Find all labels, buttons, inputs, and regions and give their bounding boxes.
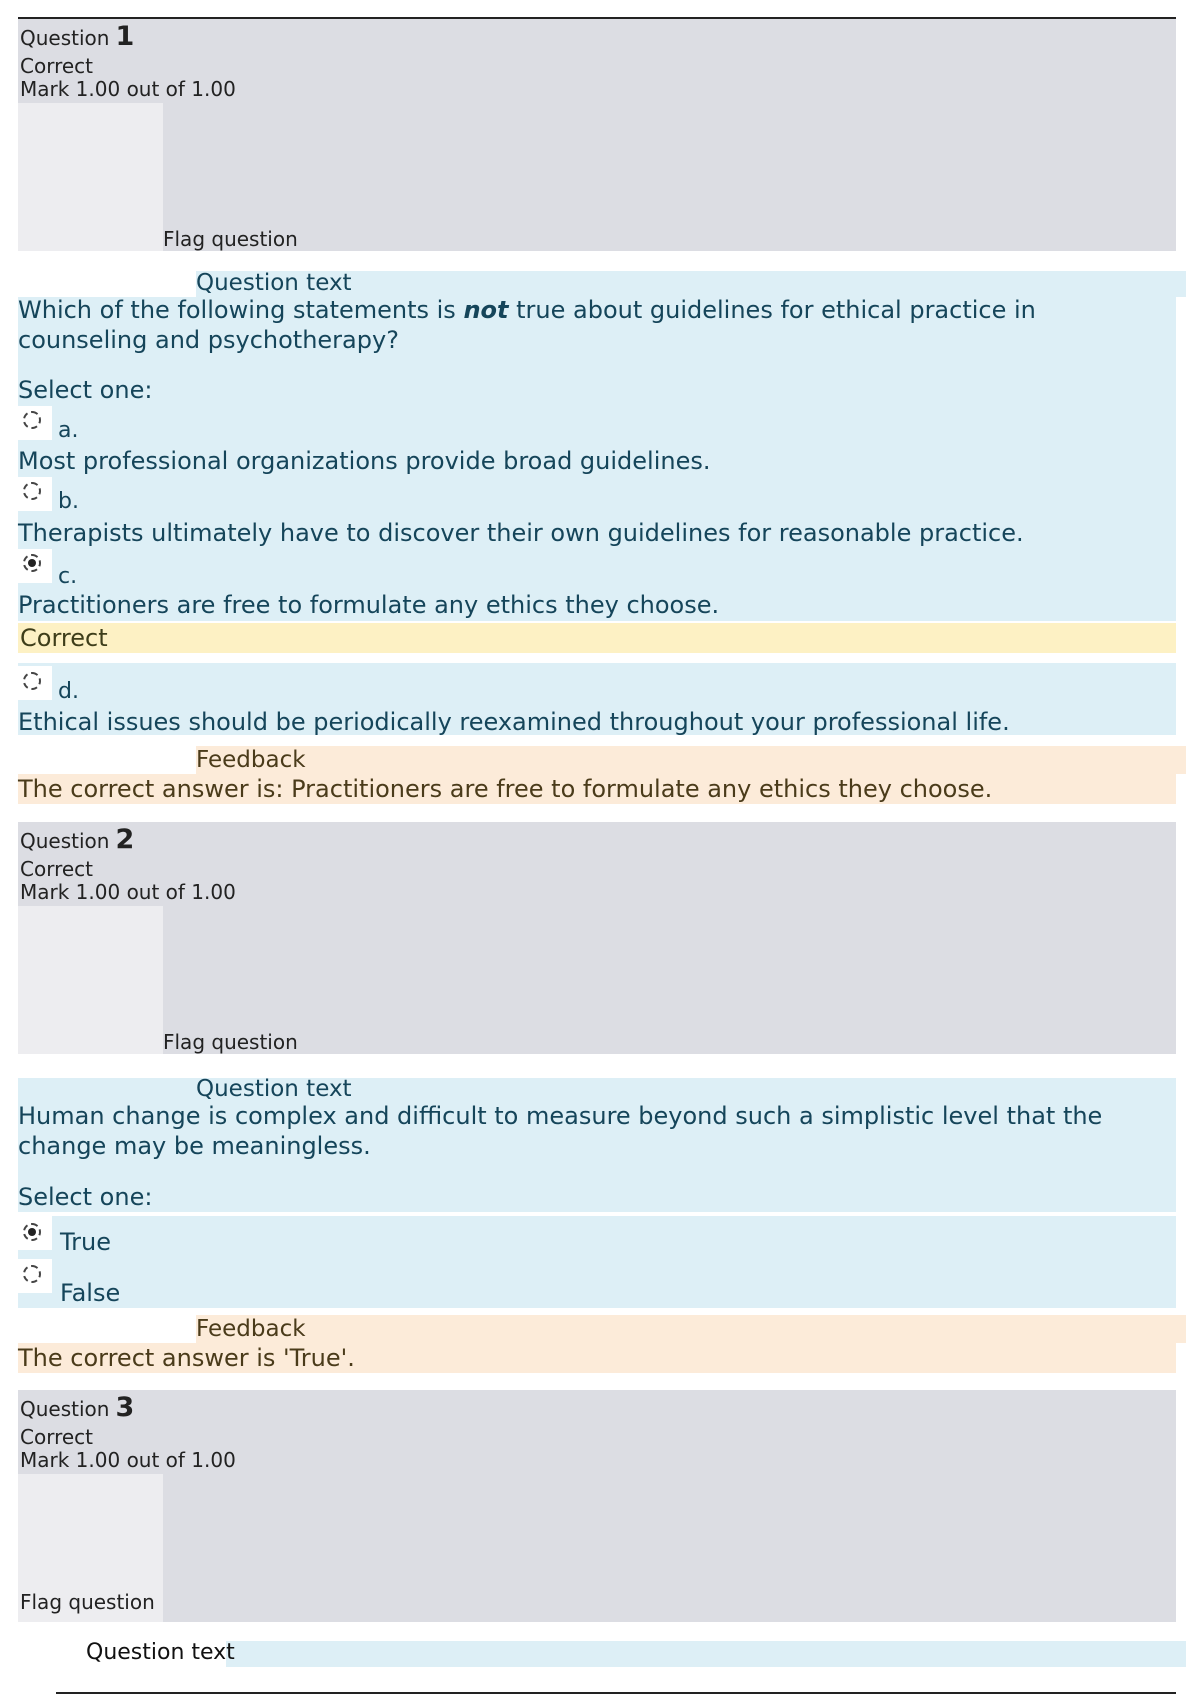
- option-b-text[interactable]: Therapists ultimately have to discover their own guidelines for reasonable practice.: [18, 519, 1024, 547]
- option-false-text[interactable]: False: [60, 1279, 121, 1307]
- question-2-state: Correct: [20, 857, 93, 881]
- question-label-text: Question: [20, 829, 110, 853]
- option-b-letter: b.: [58, 489, 79, 514]
- question-1-info-gap: [18, 103, 163, 251]
- bottom-rule: [56, 1692, 1176, 1694]
- question-3-text-heading: Question text: [86, 1640, 235, 1665]
- option-a-text[interactable]: Most professional organizations provide broad guidelines.: [18, 447, 711, 475]
- question-number: 1: [115, 21, 135, 52]
- question-3-info: [18, 1390, 1176, 1622]
- option-d-radio[interactable]: [23, 672, 41, 690]
- question-3-state: Correct: [20, 1425, 93, 1449]
- question-1-feedback: The correct answer is: Practitioners are free to formulate any ethics they choose.: [18, 775, 993, 803]
- question-3-heading-strip: [226, 1641, 1186, 1667]
- question-3-flag-link[interactable]: Flag question: [20, 1590, 155, 1614]
- question-2-label: [20, 824, 134, 855]
- option-c-feedback: [18, 623, 1176, 653]
- question-1-state: Correct: [20, 54, 93, 78]
- option-true-radio[interactable]: [23, 1223, 41, 1241]
- option-c-letter: c.: [58, 564, 78, 589]
- question-1-flag-link[interactable]: Flag question: [163, 227, 298, 251]
- question-2-feedback-heading-strip: [196, 1315, 1186, 1343]
- question-3-grade: Mark 1.00 out of 1.00: [20, 1448, 236, 1472]
- question-1-text: [18, 295, 1168, 355]
- question-2-grade: Mark 1.00 out of 1.00: [20, 880, 236, 904]
- question-2-text-heading: Question text: [196, 1076, 352, 1102]
- question-text-emphasis: not: [463, 296, 509, 324]
- question-label-text: Question: [20, 26, 110, 50]
- question-number: 3: [115, 1392, 135, 1423]
- question-2-info-gap: [18, 906, 163, 1054]
- option-d-letter: d.: [58, 679, 79, 704]
- question-2-info: [18, 822, 1176, 1054]
- question-2-text: Human change is complex and difficult to measure beyond such a simplistic level that the change may be meaningless.: [18, 1102, 1103, 1160]
- question-1-feedback-heading-strip: [196, 746, 1186, 774]
- question-1-text-heading: Question text: [196, 270, 352, 296]
- question-2-flag-link[interactable]: Flag question: [163, 1030, 298, 1054]
- option-a-letter: a.: [58, 418, 79, 443]
- question-number: 2: [115, 824, 135, 855]
- option-c-text[interactable]: Practitioners are free to formulate any ethics they choose.: [18, 591, 720, 619]
- option-d-text[interactable]: Ethical issues should be periodically reexamined throughout your professional life.: [18, 708, 1010, 736]
- question-2-select-prompt: Select one:: [18, 1183, 153, 1211]
- question-2-feedback-heading: Feedback: [196, 1316, 306, 1342]
- question-1-label: [20, 21, 134, 52]
- option-true-text[interactable]: True: [60, 1228, 111, 1256]
- question-2-feedback: The correct answer is 'True'.: [18, 1344, 355, 1372]
- question-label-text: Question: [20, 1397, 110, 1421]
- option-c-radio[interactable]: [23, 554, 41, 572]
- question-1-info: [18, 19, 1176, 251]
- option-a-radio[interactable]: [23, 411, 41, 429]
- question-2-divider: [18, 1212, 1176, 1216]
- option-b-radio[interactable]: [23, 482, 41, 500]
- option-false-radio[interactable]: [23, 1265, 41, 1283]
- question-text-part: Which of the following statements is: [18, 296, 464, 324]
- question-3-label: [20, 1392, 134, 1423]
- question-1-select-prompt: Select one:: [18, 376, 153, 404]
- question-1-grade: Mark 1.00 out of 1.00: [20, 77, 236, 101]
- option-feedback-text: Correct: [20, 624, 108, 652]
- question-1-feedback-heading: Feedback: [196, 747, 306, 773]
- question-text-part: true about guidelines for ethical practice in counseling and psychotherapy?: [18, 296, 1036, 354]
